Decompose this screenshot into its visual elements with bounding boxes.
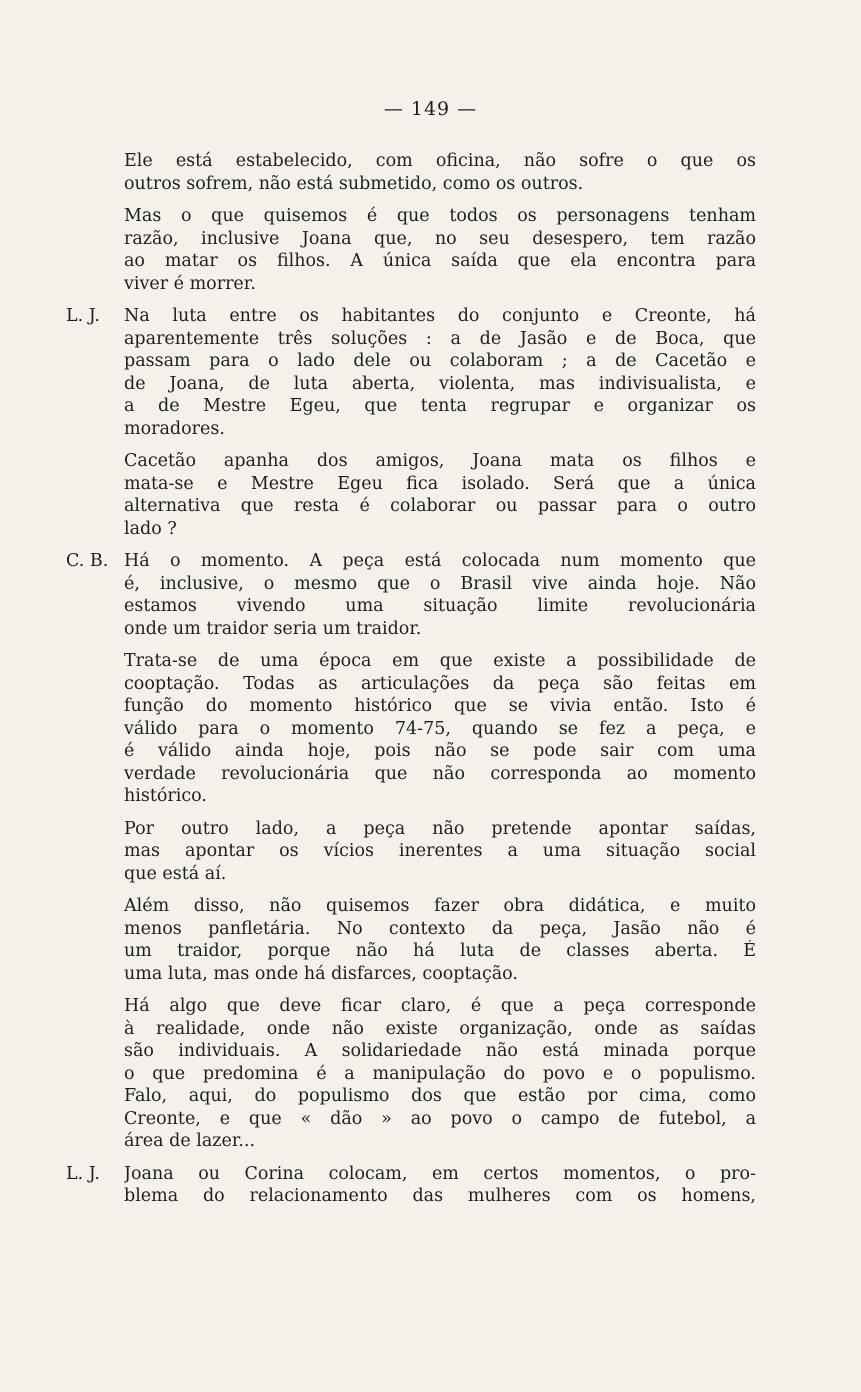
text-line: Cacetão apanha dos amigos, Joana mata os filhos e [124, 451, 756, 471]
text-line: onde um traidor seria um traidor. [124, 618, 422, 639]
text-line: Falo, aqui, do populismo dos que estão por cima, como [124, 1086, 756, 1106]
text-line: é, inclusive, o mesmo que o Brasil vive ainda hoje. Não [124, 573, 756, 594]
text-line: histórico. [124, 786, 207, 806]
paragraph [66, 150, 756, 195]
text-line: mas apontar os vícios inerentes a uma situação social [124, 841, 756, 861]
text-line: Por outro lado, a peça não pretende apontar saídas, [124, 818, 756, 839]
text-line: alternativa que resta é colaborar ou passar para o outro [124, 496, 756, 516]
text-line: estamos vivendo uma situação limite revolucionária [124, 596, 756, 616]
text-line: ao matar os filhos. A única saída que ela encontra para [124, 251, 756, 271]
text-line: função do momento histórico que se vivia então. Isto é [124, 696, 756, 716]
text-line: área de lazer... [124, 1131, 256, 1151]
paragraph [66, 650, 756, 808]
dialogue-paragraph [66, 550, 756, 640]
text-line: um traidor, porque não há luta de classes aberta. É [124, 941, 756, 961]
text-line: o que predomina é a manipulação do povo e o populismo. [124, 1063, 756, 1084]
text-line: lado ? [124, 518, 177, 539]
text-line: uma luta, mas onde há disfarces, cooptação. [124, 963, 518, 984]
paragraph [66, 995, 756, 1153]
text-line: moradores. [124, 418, 225, 439]
text-line: válido para o momento 74-75, quando se fez a peça, e [124, 718, 756, 739]
speaker-initials: C. B. [66, 551, 109, 571]
text-line: passam para o lado dele ou colaboram ; a de Cacetão e [124, 351, 756, 371]
text-line: Creonte, e que « dão » ao povo o campo de futebol, a [124, 1108, 756, 1129]
paragraph [66, 895, 756, 985]
text-line: razão, inclusive Joana que, no seu desespero, tem razão [124, 228, 756, 249]
dialogue-paragraph [66, 1163, 756, 1208]
speaker-initials: L. J. [66, 1163, 100, 1184]
paragraph [66, 818, 756, 886]
text-line: Há o momento. A peça está colocada num momento que [124, 551, 756, 571]
text-line: outros sofrem, não está submetido, como os outros. [124, 173, 584, 194]
text-line: menos panfletária. No contexto da peça, Jasão não é [124, 918, 756, 939]
text-line: de Joana, de luta aberta, violenta, mas indivisualista, e [124, 373, 756, 394]
text-line: Ele está estabelecido, com oficina, não sofre o que os [124, 151, 756, 171]
page-body [66, 150, 756, 1218]
text-line: verdade revolucionária que não corresponda ao momento [124, 763, 756, 784]
text-line: mata-se e Mestre Egeu fica isolado. Será que a única [124, 473, 756, 494]
page-number: — 149 — [383, 98, 478, 120]
text-line: é válido ainda hoje, pois não se pode sair com uma [124, 741, 756, 761]
text-line: Na luta entre os habitantes do conjunto e Creonte, há [124, 306, 756, 326]
speaker-initials: L. J. [66, 306, 100, 326]
paragraph [66, 205, 756, 295]
text-line: Há algo que deve ficar claro, é que a peça corresponde [124, 996, 756, 1016]
paragraph [66, 450, 756, 540]
text-line: Trata-se de uma época em que existe a possibilidade de [124, 651, 756, 671]
text-line: que está aí. [124, 863, 227, 884]
text-line: Mas o que quisemos é que todos os personagens tenham [124, 206, 756, 226]
text-line: à realidade, onde não existe organização, onde as saídas [124, 1018, 756, 1039]
text-line: Joana ou Corina colocam, em certos momentos, o pro- [124, 1163, 756, 1184]
text-line: blema do relacionamento das mulheres com os homens, [124, 1186, 756, 1206]
text-line: cooptação. Todas as articulações da peça são feitas em [124, 673, 756, 694]
text-line: aparentemente três soluções : a de Jasão e de Boca, que [124, 328, 756, 349]
text-line: Além disso, não quisemos fazer obra didática, e muito [124, 896, 756, 916]
text-line: a de Mestre Egeu, que tenta regrupar e organizar os [124, 396, 756, 416]
text-line: viver é morrer. [124, 273, 256, 294]
dialogue-paragraph [66, 305, 756, 440]
text-line: são individuais. A solidariedade não está minada porque [124, 1041, 756, 1061]
